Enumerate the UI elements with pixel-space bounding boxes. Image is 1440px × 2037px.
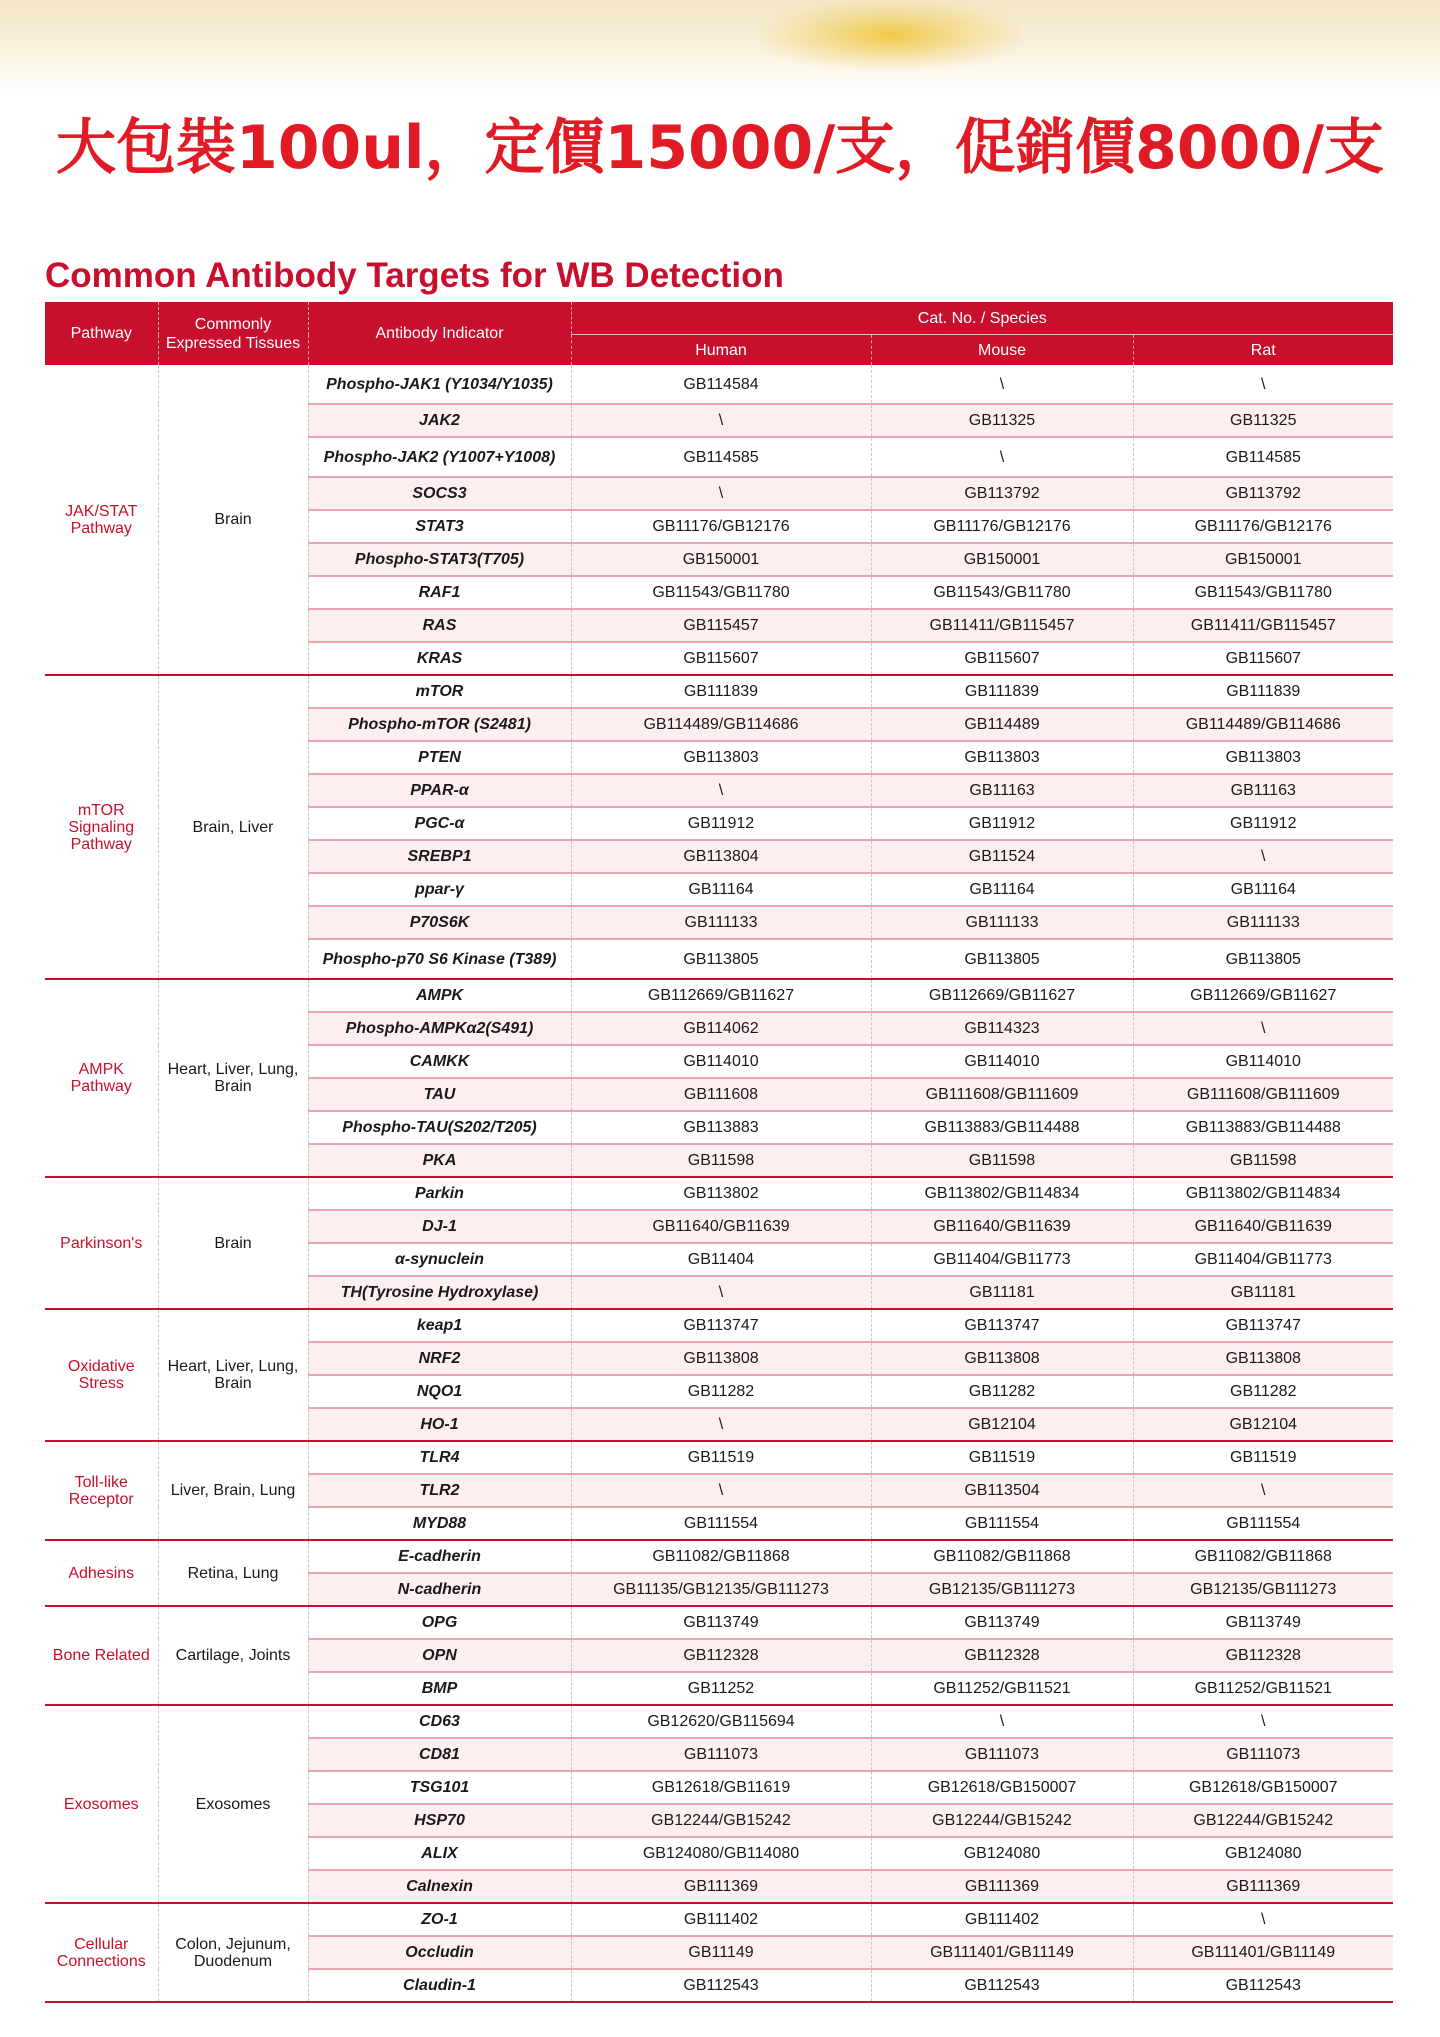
table-row (45, 979, 1393, 1012)
rat-catno-cell: GB113749 (1133, 1606, 1393, 1639)
antibody-indicator-cell: CD63 (308, 1705, 571, 1738)
mouse-catno-cell: GB12104 (871, 1408, 1133, 1441)
table-row (45, 1441, 1393, 1474)
human-catno-cell: GB11252 (571, 1672, 871, 1705)
antibody-indicator-cell: N-cadherin (308, 1573, 571, 1606)
antibody-indicator-cell: BMP (308, 1672, 571, 1705)
mouse-catno-cell: GB11912 (871, 807, 1133, 840)
mouse-catno-cell: GB111073 (871, 1738, 1133, 1771)
human-catno-cell: GB11149 (571, 1936, 871, 1969)
antibody-indicator-cell: ppar-γ (308, 873, 571, 906)
human-catno-cell: GB113803 (571, 741, 871, 774)
header-pathway: Pathway (45, 302, 158, 365)
antibody-indicator-cell: Phospho-mTOR (S2481) (308, 708, 571, 741)
mouse-catno-cell: GB11519 (871, 1441, 1133, 1474)
mouse-catno-cell: GB11163 (871, 774, 1133, 807)
human-catno-cell: GB113804 (571, 840, 871, 873)
mouse-catno-cell: GB11598 (871, 1144, 1133, 1177)
tissues-cell: Cartilage, Joints (158, 1606, 308, 1705)
antibody-indicator-cell: Parkin (308, 1177, 571, 1210)
mouse-catno-cell: GB11411/GB115457 (871, 609, 1133, 642)
rat-catno-cell: GB12104 (1133, 1408, 1393, 1441)
antibody-indicator-cell: RAS (308, 609, 571, 642)
table-row (45, 365, 1393, 404)
rat-catno-cell: GB12244/GB15242 (1133, 1804, 1393, 1837)
rat-catno-cell: GB12618/GB150007 (1133, 1771, 1393, 1804)
mouse-catno-cell: GB111608/GB111609 (871, 1078, 1133, 1111)
antibody-indicator-cell: mTOR (308, 675, 571, 708)
header-mouse: Mouse (871, 335, 1133, 366)
mouse-catno-cell: GB112328 (871, 1639, 1133, 1672)
rat-catno-cell: GB113805 (1133, 939, 1393, 979)
rat-catno-cell: GB112543 (1133, 1969, 1393, 2002)
header-human: Human (571, 335, 871, 366)
antibody-table (45, 302, 1393, 2003)
table-body (45, 365, 1393, 2002)
mouse-catno-cell: \ (871, 1705, 1133, 1738)
rat-catno-cell: GB113808 (1133, 1342, 1393, 1375)
human-catno-cell: GB11404 (571, 1243, 871, 1276)
antibody-indicator-cell: TH(Tyrosine Hydroxylase) (308, 1276, 571, 1309)
antibody-indicator-cell: OPG (308, 1606, 571, 1639)
table-header (45, 302, 1393, 365)
rat-catno-cell: GB150001 (1133, 543, 1393, 576)
mouse-catno-cell: GB115607 (871, 642, 1133, 675)
mouse-catno-cell: GB12244/GB15242 (871, 1804, 1133, 1837)
antibody-indicator-cell: α-synuclein (308, 1243, 571, 1276)
pathway-cell: JAK/STAT Pathway (45, 365, 158, 675)
mouse-catno-cell: GB112543 (871, 1969, 1133, 2002)
rat-catno-cell: \ (1133, 1474, 1393, 1507)
human-catno-cell: GB11176/GB12176 (571, 510, 871, 543)
rat-catno-cell: GB11640/GB11639 (1133, 1210, 1393, 1243)
table-row (45, 1705, 1393, 1738)
antibody-indicator-cell: TSG101 (308, 1771, 571, 1804)
antibody-indicator-cell: HO-1 (308, 1408, 571, 1441)
pathway-cell: mTOR Signaling Pathway (45, 675, 158, 979)
rat-catno-cell: GB11912 (1133, 807, 1393, 840)
rat-catno-cell: GB124080 (1133, 1837, 1393, 1870)
rat-catno-cell: GB11282 (1133, 1375, 1393, 1408)
mouse-catno-cell: GB114489 (871, 708, 1133, 741)
antibody-indicator-cell: DJ-1 (308, 1210, 571, 1243)
antibody-indicator-cell: PTEN (308, 741, 571, 774)
mouse-catno-cell: GB11543/GB11780 (871, 576, 1133, 609)
antibody-indicator-cell: Phospho-STAT3(T705) (308, 543, 571, 576)
antibody-indicator-cell: ALIX (308, 1837, 571, 1870)
human-catno-cell: GB12618/GB11619 (571, 1771, 871, 1804)
human-catno-cell: GB113802 (571, 1177, 871, 1210)
rat-catno-cell: GB113802/GB114834 (1133, 1177, 1393, 1210)
rat-catno-cell: GB11252/GB11521 (1133, 1672, 1393, 1705)
rat-catno-cell: \ (1133, 1903, 1393, 1936)
human-catno-cell: GB124080/GB114080 (571, 1837, 871, 1870)
rat-catno-cell: GB11181 (1133, 1276, 1393, 1309)
human-catno-cell: GB150001 (571, 543, 871, 576)
rat-catno-cell: GB11164 (1133, 873, 1393, 906)
table-row (45, 675, 1393, 708)
mouse-catno-cell: GB111401/GB11149 (871, 1936, 1133, 1969)
antibody-indicator-cell: RAF1 (308, 576, 571, 609)
antibody-indicator-cell: NRF2 (308, 1342, 571, 1375)
antibody-indicator-cell: SREBP1 (308, 840, 571, 873)
human-catno-cell: GB11598 (571, 1144, 871, 1177)
human-catno-cell: \ (571, 477, 871, 510)
tissues-cell: Retina, Lung (158, 1540, 308, 1606)
human-catno-cell: GB113805 (571, 939, 871, 979)
human-catno-cell: GB111402 (571, 1903, 871, 1936)
rat-catno-cell: GB12135/GB111273 (1133, 1573, 1393, 1606)
mouse-catno-cell: GB12135/GB111273 (871, 1573, 1133, 1606)
mouse-catno-cell: GB11640/GB11639 (871, 1210, 1133, 1243)
human-catno-cell: GB114585 (571, 437, 871, 477)
mouse-catno-cell: GB113504 (871, 1474, 1133, 1507)
rat-catno-cell: GB11176/GB12176 (1133, 510, 1393, 543)
antibody-indicator-cell: ZO-1 (308, 1903, 571, 1936)
mouse-catno-cell: \ (871, 437, 1133, 477)
human-catno-cell: GB115457 (571, 609, 871, 642)
mouse-catno-cell: GB113747 (871, 1309, 1133, 1342)
rat-catno-cell: GB11543/GB11780 (1133, 576, 1393, 609)
antibody-indicator-cell: PKA (308, 1144, 571, 1177)
mouse-catno-cell: GB113802/GB114834 (871, 1177, 1133, 1210)
promo-headline: 大包裝100ul，定價15000/支，促銷價8000/支 (55, 113, 1385, 183)
rat-catno-cell: GB112328 (1133, 1639, 1393, 1672)
rat-catno-cell: GB111839 (1133, 675, 1393, 708)
rat-catno-cell: \ (1133, 1705, 1393, 1738)
human-catno-cell: GB11082/GB11868 (571, 1540, 871, 1573)
antibody-indicator-cell: TLR4 (308, 1441, 571, 1474)
antibody-indicator-cell: AMPK (308, 979, 571, 1012)
human-catno-cell: GB113749 (571, 1606, 871, 1639)
rat-catno-cell: GB111401/GB11149 (1133, 1936, 1393, 1969)
antibody-indicator-cell: PGC-α (308, 807, 571, 840)
rat-catno-cell: GB112669/GB11627 (1133, 979, 1393, 1012)
rat-catno-cell: GB11411/GB115457 (1133, 609, 1393, 642)
human-catno-cell: GB11912 (571, 807, 871, 840)
human-catno-cell: GB111369 (571, 1870, 871, 1903)
mouse-catno-cell: GB11325 (871, 404, 1133, 437)
human-catno-cell: GB11640/GB11639 (571, 1210, 871, 1243)
human-catno-cell: GB111608 (571, 1078, 871, 1111)
mouse-catno-cell: GB111369 (871, 1870, 1133, 1903)
antibody-indicator-cell: SOCS3 (308, 477, 571, 510)
top-gold-band (0, 0, 1440, 95)
tissues-cell: Liver, Brain, Lung (158, 1441, 308, 1540)
human-catno-cell: GB114584 (571, 365, 871, 404)
rat-catno-cell: GB111073 (1133, 1738, 1393, 1771)
rat-catno-cell: GB111369 (1133, 1870, 1393, 1903)
human-catno-cell: \ (571, 1474, 871, 1507)
mouse-catno-cell: GB150001 (871, 543, 1133, 576)
mouse-catno-cell: GB11404/GB11773 (871, 1243, 1133, 1276)
mouse-catno-cell: GB113808 (871, 1342, 1133, 1375)
rat-catno-cell: GB114010 (1133, 1045, 1393, 1078)
antibody-indicator-cell: Occludin (308, 1936, 571, 1969)
mouse-catno-cell: GB11252/GB11521 (871, 1672, 1133, 1705)
rat-catno-cell: GB113803 (1133, 741, 1393, 774)
rat-catno-cell: GB113792 (1133, 477, 1393, 510)
pathway-cell: Adhesins (45, 1540, 158, 1606)
human-catno-cell: \ (571, 1276, 871, 1309)
human-catno-cell: GB113747 (571, 1309, 871, 1342)
antibody-indicator-cell: NQO1 (308, 1375, 571, 1408)
antibody-indicator-cell: KRAS (308, 642, 571, 675)
human-catno-cell: GB111133 (571, 906, 871, 939)
human-catno-cell: GB114489/GB114686 (571, 708, 871, 741)
antibody-indicator-cell: E-cadherin (308, 1540, 571, 1573)
antibody-indicator-cell: Phospho-JAK2 (Y1007+Y1008) (308, 437, 571, 477)
mouse-catno-cell: GB11282 (871, 1375, 1133, 1408)
human-catno-cell: GB11543/GB11780 (571, 576, 871, 609)
mouse-catno-cell: GB113883/GB114488 (871, 1111, 1133, 1144)
rat-catno-cell: GB114585 (1133, 437, 1393, 477)
rat-catno-cell: GB11082/GB11868 (1133, 1540, 1393, 1573)
gold-glow (760, 0, 1020, 70)
rat-catno-cell: GB11325 (1133, 404, 1393, 437)
mouse-catno-cell: GB114010 (871, 1045, 1133, 1078)
table-row (45, 1606, 1393, 1639)
antibody-indicator-cell: CAMKK (308, 1045, 571, 1078)
antibody-indicator-cell: Claudin-1 (308, 1969, 571, 2002)
antibody-indicator-cell: HSP70 (308, 1804, 571, 1837)
mouse-catno-cell: GB11164 (871, 873, 1133, 906)
header-indicator: Antibody Indicator (308, 302, 571, 365)
rat-catno-cell: GB111554 (1133, 1507, 1393, 1540)
human-catno-cell: GB113808 (571, 1342, 871, 1375)
human-catno-cell: GB113883 (571, 1111, 871, 1144)
pathway-cell: Parkinson's (45, 1177, 158, 1309)
human-catno-cell: GB114062 (571, 1012, 871, 1045)
rat-catno-cell: GB111608/GB111609 (1133, 1078, 1393, 1111)
human-catno-cell: GB111839 (571, 675, 871, 708)
mouse-catno-cell: GB113805 (871, 939, 1133, 979)
rat-catno-cell: GB114489/GB114686 (1133, 708, 1393, 741)
mouse-catno-cell: GB112669/GB11627 (871, 979, 1133, 1012)
human-catno-cell: GB112669/GB11627 (571, 979, 871, 1012)
tissues-cell: Colon, Jejunum, Duodenum (158, 1903, 308, 2002)
human-catno-cell: GB12620/GB115694 (571, 1705, 871, 1738)
tissues-cell: Brain (158, 365, 308, 675)
antibody-indicator-cell: JAK2 (308, 404, 571, 437)
header-rat: Rat (1133, 335, 1393, 366)
human-catno-cell: GB12244/GB15242 (571, 1804, 871, 1837)
mouse-catno-cell: \ (871, 365, 1133, 404)
mouse-catno-cell: GB114323 (871, 1012, 1133, 1045)
mouse-catno-cell: GB11181 (871, 1276, 1133, 1309)
antibody-indicator-cell: PPAR-α (308, 774, 571, 807)
rat-catno-cell: GB11404/GB11773 (1133, 1243, 1393, 1276)
rat-catno-cell: GB11598 (1133, 1144, 1393, 1177)
tissues-cell: Exosomes (158, 1705, 308, 1903)
human-catno-cell: GB112543 (571, 1969, 871, 2002)
mouse-catno-cell: GB11524 (871, 840, 1133, 873)
mouse-catno-cell: GB12618/GB150007 (871, 1771, 1133, 1804)
pathway-cell: Toll-like Receptor (45, 1441, 158, 1540)
table-title: Common Antibody Targets for WB Detection (45, 256, 784, 295)
mouse-catno-cell: GB113803 (871, 741, 1133, 774)
pathway-cell: AMPK Pathway (45, 979, 158, 1177)
pathway-cell: Exosomes (45, 1705, 158, 1903)
mouse-catno-cell: GB124080 (871, 1837, 1133, 1870)
human-catno-cell: GB115607 (571, 642, 871, 675)
human-catno-cell: \ (571, 774, 871, 807)
mouse-catno-cell: GB113749 (871, 1606, 1133, 1639)
mouse-catno-cell: GB11082/GB11868 (871, 1540, 1133, 1573)
antibody-indicator-cell: Phospho-JAK1 (Y1034/Y1035) (308, 365, 571, 404)
tissues-cell: Heart, Liver, Lung, Brain (158, 979, 308, 1177)
human-catno-cell: GB11164 (571, 873, 871, 906)
antibody-indicator-cell: Phospho-AMPKα2(S491) (308, 1012, 571, 1045)
human-catno-cell: GB114010 (571, 1045, 871, 1078)
human-catno-cell: GB11282 (571, 1375, 871, 1408)
rat-catno-cell: GB115607 (1133, 642, 1393, 675)
table-row (45, 1903, 1393, 1936)
human-catno-cell: GB11135/GB12135/GB111273 (571, 1573, 871, 1606)
pathway-cell: Bone Related (45, 1606, 158, 1705)
antibody-indicator-cell: TAU (308, 1078, 571, 1111)
antibody-indicator-cell: STAT3 (308, 510, 571, 543)
rat-catno-cell: GB11519 (1133, 1441, 1393, 1474)
mouse-catno-cell: GB111839 (871, 675, 1133, 708)
table-row (45, 1177, 1393, 1210)
human-catno-cell: GB11519 (571, 1441, 871, 1474)
rat-catno-cell: \ (1133, 840, 1393, 873)
human-catno-cell: GB111554 (571, 1507, 871, 1540)
antibody-indicator-cell: keap1 (308, 1309, 571, 1342)
human-catno-cell: \ (571, 1408, 871, 1441)
human-catno-cell: GB111073 (571, 1738, 871, 1771)
table-row (45, 1540, 1393, 1573)
antibody-indicator-cell: Phospho-TAU(S202/T205) (308, 1111, 571, 1144)
antibody-indicator-cell: Phospho-p70 S6 Kinase (T389) (308, 939, 571, 979)
rat-catno-cell: \ (1133, 365, 1393, 404)
antibody-indicator-cell: MYD88 (308, 1507, 571, 1540)
rat-catno-cell: GB111133 (1133, 906, 1393, 939)
header-tissues: Commonly Expressed Tissues (158, 302, 308, 365)
antibody-indicator-cell: P70S6K (308, 906, 571, 939)
mouse-catno-cell: GB111402 (871, 1903, 1133, 1936)
rat-catno-cell: GB113747 (1133, 1309, 1393, 1342)
antibody-indicator-cell: TLR2 (308, 1474, 571, 1507)
antibody-table-wrapper (45, 302, 1393, 2003)
tissues-cell: Brain (158, 1177, 308, 1309)
human-catno-cell: GB112328 (571, 1639, 871, 1672)
human-catno-cell: \ (571, 404, 871, 437)
tissues-cell: Brain, Liver (158, 675, 308, 979)
tissues-cell: Heart, Liver, Lung, Brain (158, 1309, 308, 1441)
pathway-cell: Cellular Connections (45, 1903, 158, 2002)
mouse-catno-cell: GB113792 (871, 477, 1133, 510)
pathway-cell: Oxidative Stress (45, 1309, 158, 1441)
antibody-indicator-cell: Calnexin (308, 1870, 571, 1903)
antibody-indicator-cell: OPN (308, 1639, 571, 1672)
mouse-catno-cell: GB111554 (871, 1507, 1133, 1540)
rat-catno-cell: GB11163 (1133, 774, 1393, 807)
mouse-catno-cell: GB111133 (871, 906, 1133, 939)
mouse-catno-cell: GB11176/GB12176 (871, 510, 1133, 543)
table-row (45, 1309, 1393, 1342)
rat-catno-cell: GB113883/GB114488 (1133, 1111, 1393, 1144)
antibody-indicator-cell: CD81 (308, 1738, 571, 1771)
rat-catno-cell: \ (1133, 1012, 1393, 1045)
header-catno: Cat. No. / Species (571, 302, 1393, 335)
